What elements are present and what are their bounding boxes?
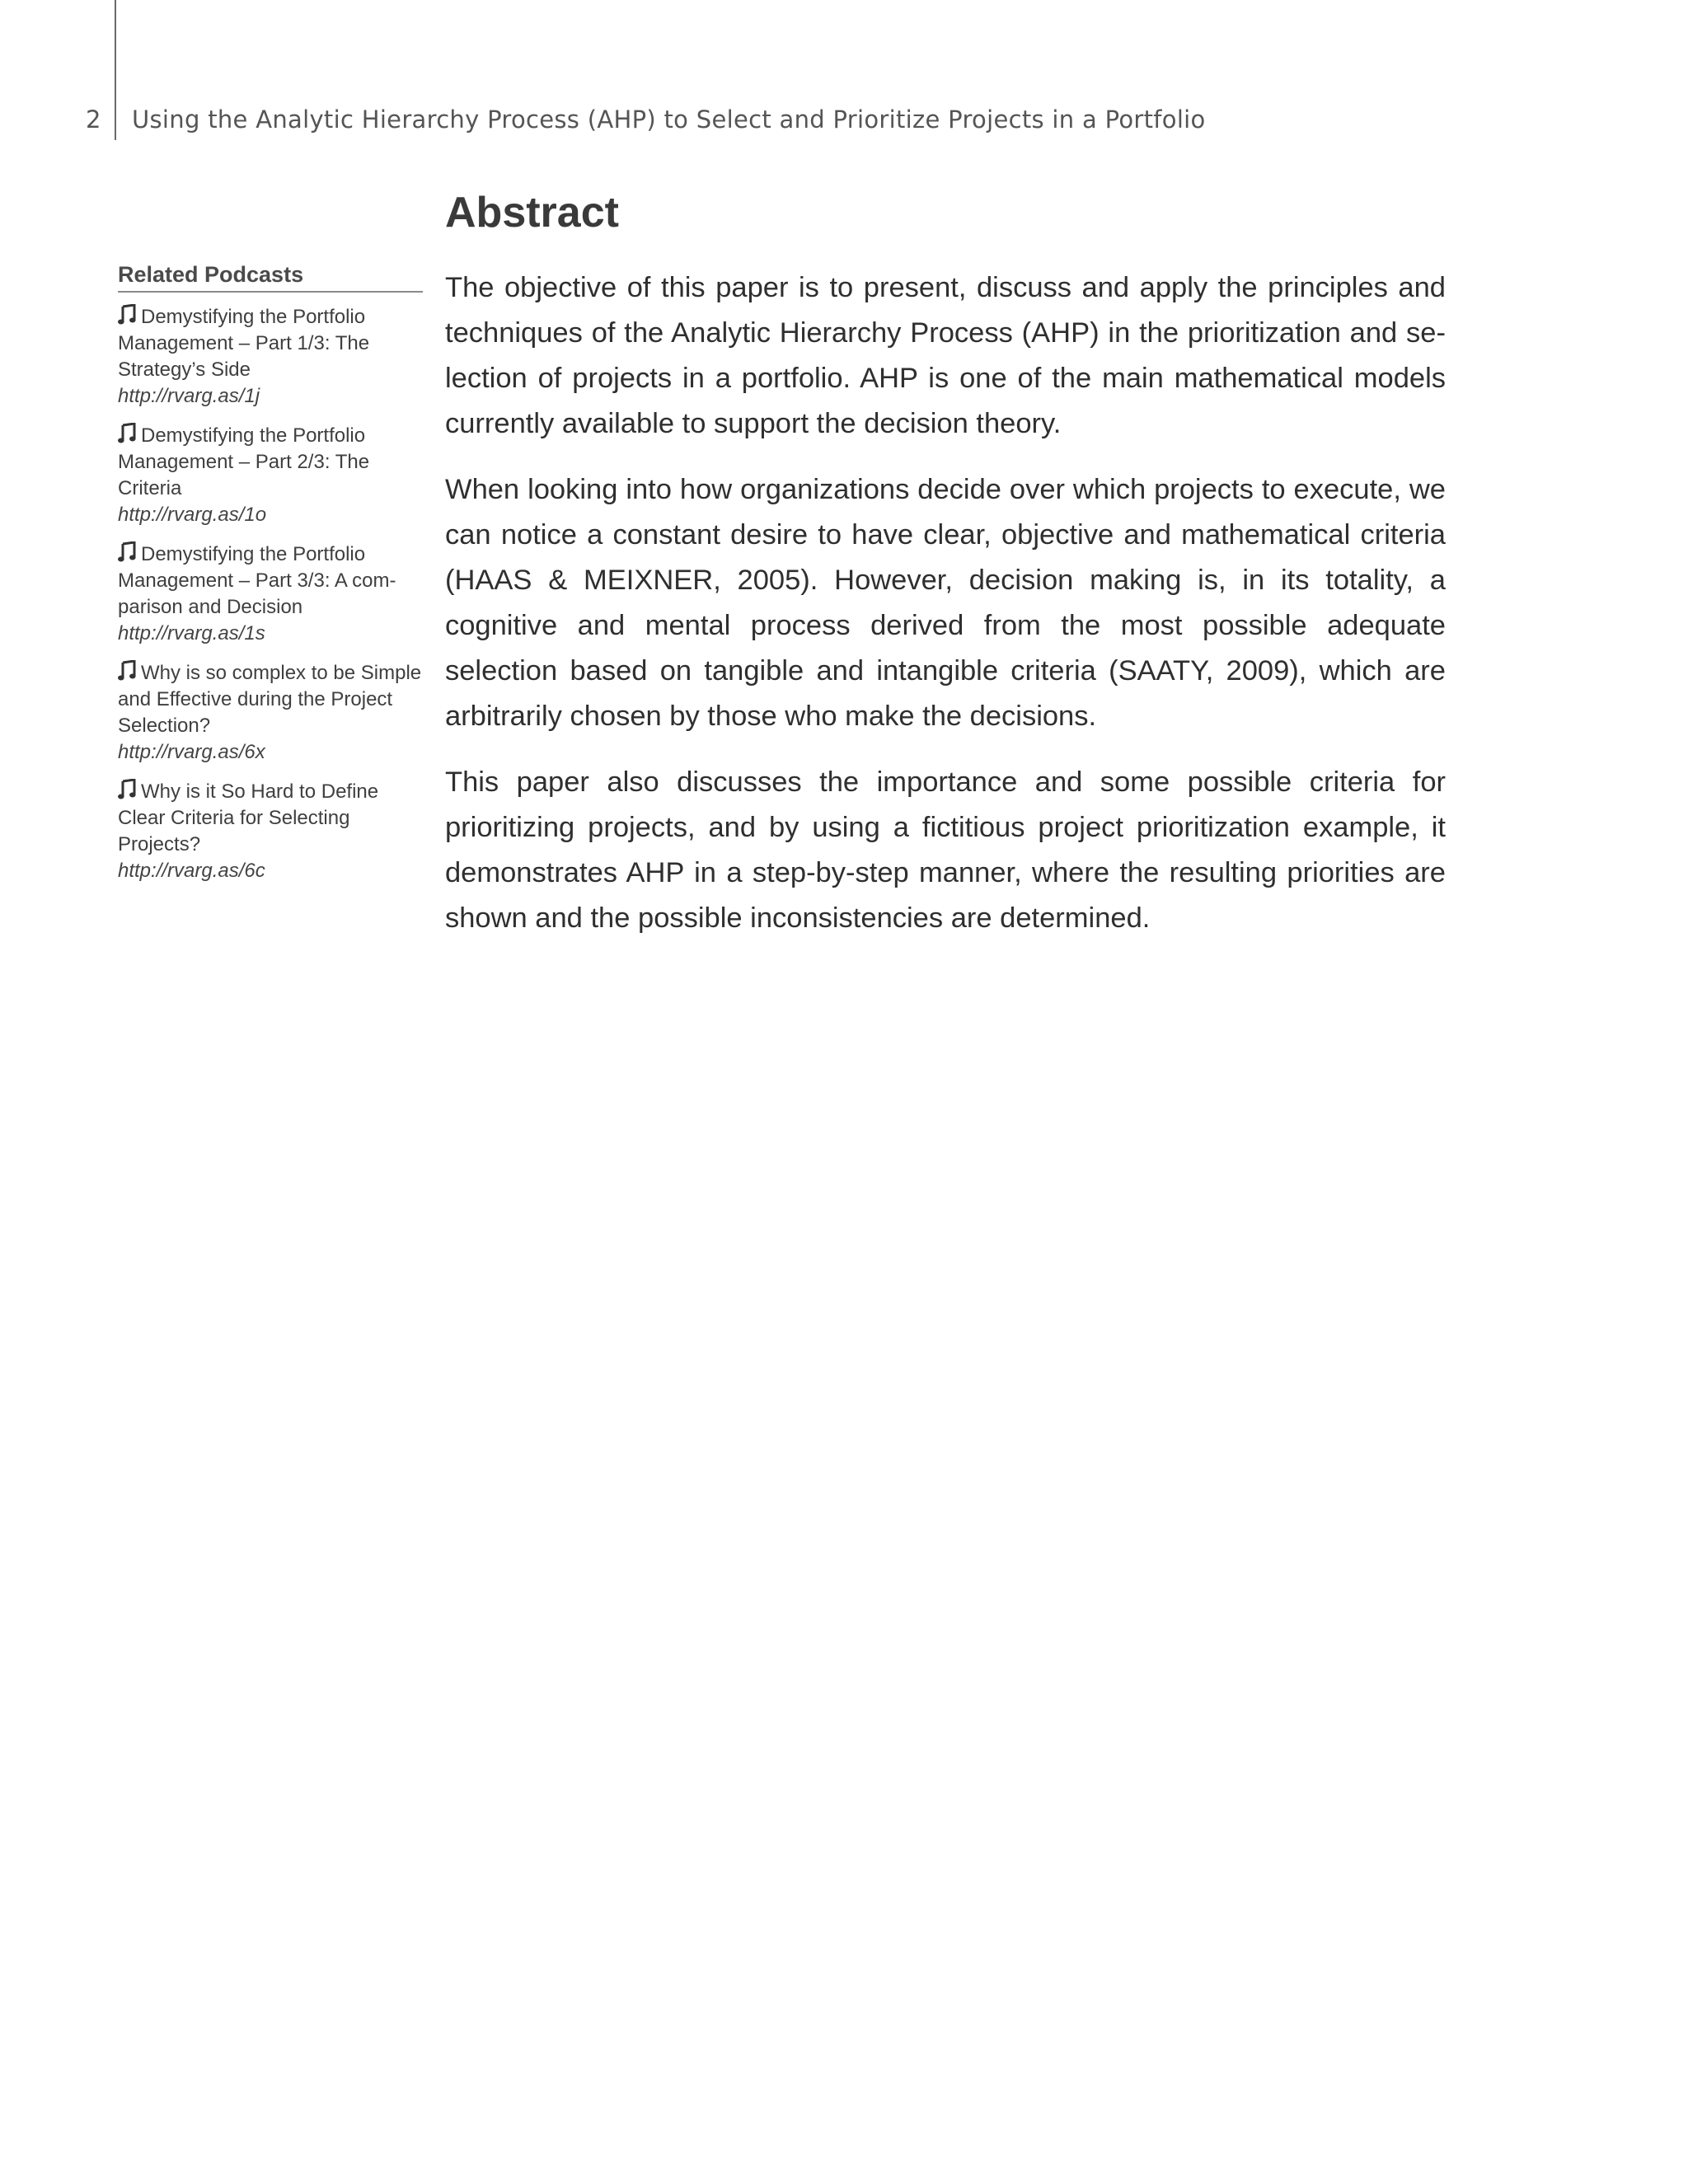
music-note-icon: [118, 660, 136, 682]
abstract-paragraph: This paper also discusses the importance and some possible criteria for prioritizing projects, and by using a fictitious project prioritization example, it demonstrates AHP in a step-by-step manner, where the resulting priorities are shown and the possible inconsistencies are determined.: [445, 766, 1446, 934]
abstract-paragraph: When looking into how organizations decide over which projects to execute, we can notice a constant desire to have clear, objective and mathematical criteria (HAAS & MEIXNER, 2005). However, decision making is, in its totality, a cognitive and mental process derived from the most possible adequate selection based on tangible and intangible criteria (SAATY, 2009), which are arbitrarily chosen by those who make the decisions.: [445, 474, 1446, 732]
podcast-link[interactable]: http://rvarg.as/6x: [118, 741, 265, 763]
abstract-paragraph: The objective of this paper is to present, discuss and apply the principles and techniques of the Analytic Hierarchy Process (AHP) in the prioritization and selection of projects in a portfolio. AHP is one of the main mathematical models currently available to support the decision theory.: [445, 272, 1446, 439]
podcast-item: [118, 541, 423, 647]
podcast-item: [118, 423, 423, 528]
podcast-link[interactable]: http://rvarg.as/1o: [118, 504, 267, 526]
abstract-section: [445, 183, 1446, 962]
header-vertical-rule: [115, 0, 116, 140]
podcast-title[interactable]: Demystifying the Portfolio Management – Part 3/3: A comparison and Decision: [118, 543, 396, 618]
podcast-title[interactable]: Why is it So Hard to Define Clear Criteria for Selecting Projects?: [118, 780, 379, 855]
running-title: Using the Analytic Hierarchy Process (AHP) to Select and Prioritize Projects in a Portfolio: [132, 105, 1206, 134]
abstract-heading: Abstract: [445, 189, 619, 237]
podcast-title[interactable]: Why is so complex to be Simple and Effective during the Project Selection?: [118, 662, 422, 737]
music-note-icon: [118, 779, 136, 800]
related-podcasts-heading: Related Podcasts: [118, 262, 423, 293]
related-podcasts-sidebar: [118, 262, 423, 898]
podcast-item: [118, 779, 423, 884]
podcast-title[interactable]: Demystifying the Portfolio Management – Part 1/3: The Strategy’s Side: [118, 306, 370, 381]
podcast-link[interactable]: http://rvarg.as/1s: [118, 622, 265, 644]
podcast-link[interactable]: http://rvarg.as/1j: [118, 385, 260, 407]
podcast-title[interactable]: Demystifying the Portfolio Management – Part 2/3: The Criteria: [118, 424, 370, 499]
podcast-link[interactable]: http://rvarg.as/6c: [118, 860, 265, 882]
podcast-item: [118, 304, 423, 410]
podcast-item: [118, 660, 423, 766]
music-note-icon: [118, 423, 136, 444]
music-note-icon: [118, 304, 136, 326]
page-number: 2: [86, 105, 101, 134]
music-note-icon: [118, 541, 136, 563]
